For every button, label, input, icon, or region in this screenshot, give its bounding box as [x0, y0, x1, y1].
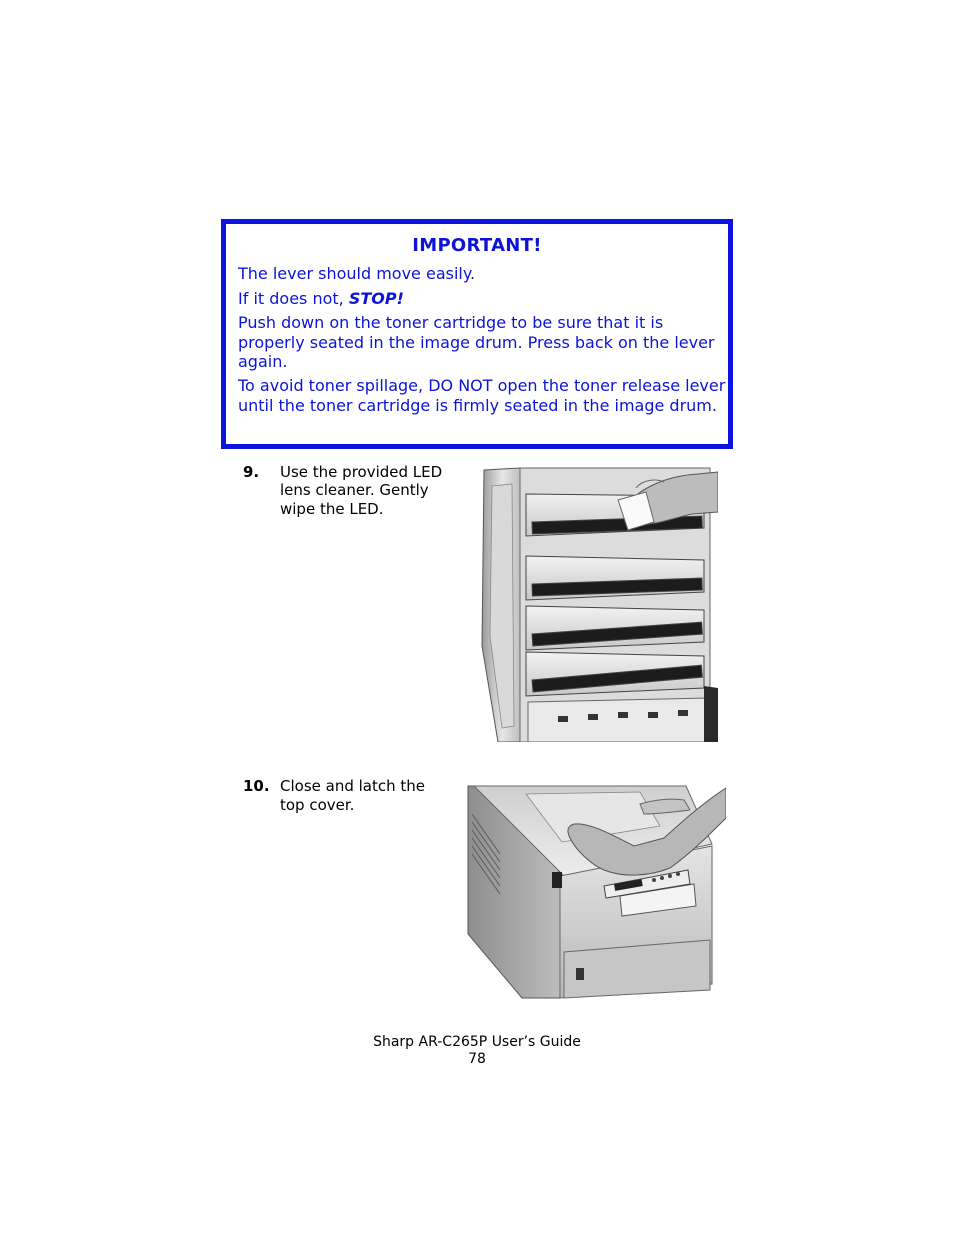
stop-emphasis: STOP! [348, 289, 404, 308]
page-number: 78 [468, 1051, 486, 1067]
close-top-cover-illustration [464, 784, 726, 1000]
step-10-text-line2: top cover. [280, 796, 355, 814]
important-para-push-down: Push down on the toner cartridge to be sure that it is properly seated in the image drum. Press back on the lever again. [238, 313, 715, 371]
step-9-text-line3: wipe the LED. [280, 500, 384, 518]
important-title: IMPORTANT! [412, 235, 542, 256]
step-10-text-line1: Close and latch the [280, 777, 425, 795]
step-9-text-line1: Use the provided LED [280, 463, 443, 481]
step-10-number: 10. [243, 777, 270, 795]
led-cleaning-photo [478, 466, 718, 742]
important-line-stop [238, 289, 728, 309]
important-line-lever: The lever should move easily. [238, 264, 476, 283]
page-footer-title: Sharp AR-C265P User’s Guide [373, 1034, 581, 1050]
important-notice-box [221, 219, 733, 449]
step-9-number: 9. [243, 463, 260, 481]
important-line-stop-prefix: If it does not, [238, 289, 349, 308]
step-9-text-line2: lens cleaner. Gently [280, 481, 429, 499]
important-para-spillage: To avoid toner spillage, DO NOT open the toner release lever until the toner cartridge is firmly seated in the image drum. [238, 376, 726, 415]
close-top-cover-photo [464, 784, 726, 1000]
led-cleaning-illustration [478, 466, 718, 742]
